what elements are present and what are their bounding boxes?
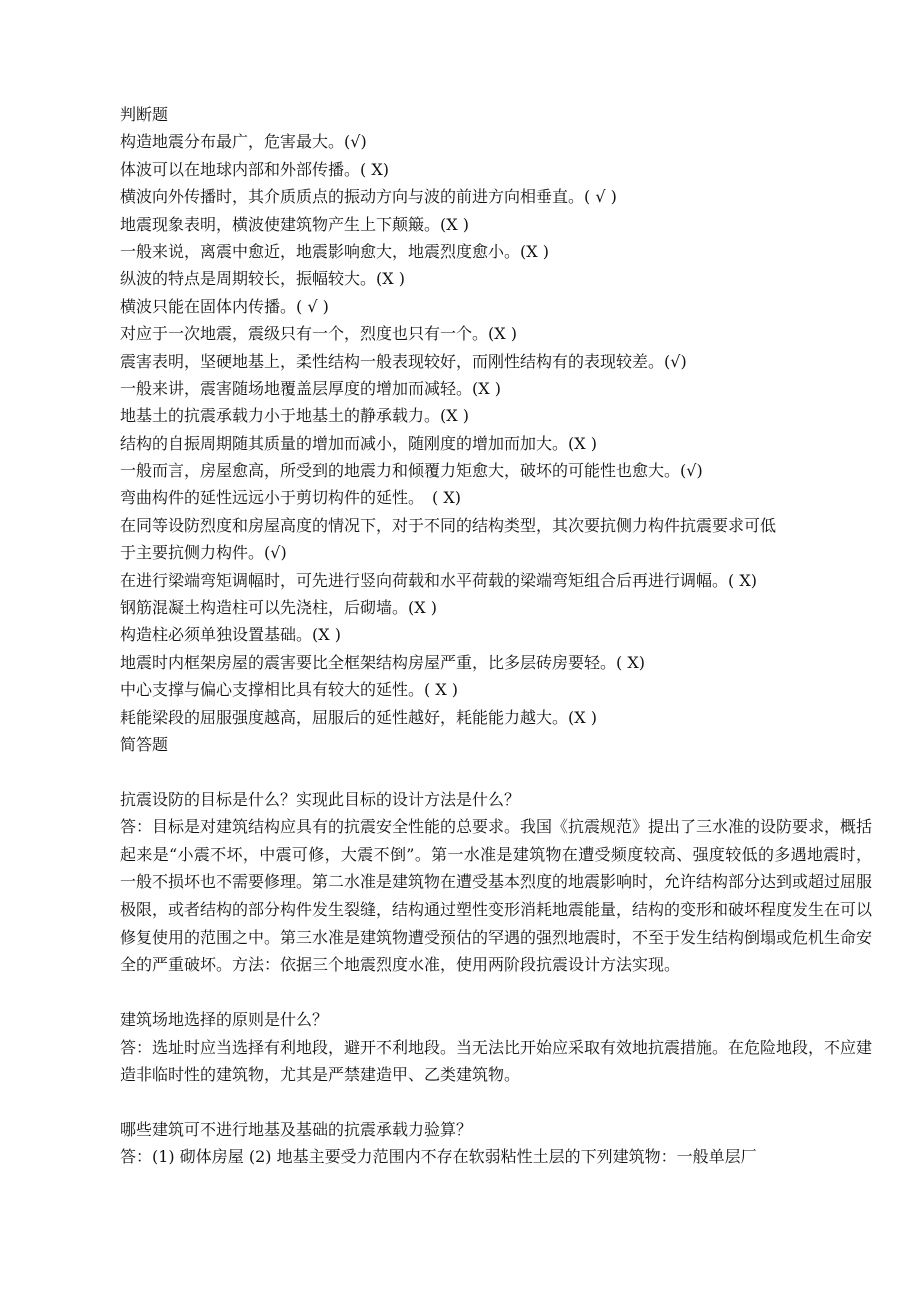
- answer-text: 答：选址时应当选择有利地段，避开不利地段。当无法比开始应采取有效地抗震措施。在危险地段，不应建造非临时性的建筑物，尤其是严禁建造甲、乙类建筑物。: [120, 1037, 873, 1085]
- spacer: [120, 758, 872, 785]
- judgement-list: [120, 128, 872, 731]
- judgement-item: 体波可以在地球内部和外部传播。( X): [120, 159, 389, 179]
- judgement-item: 结构的自振周期随其质量的增加而减小，随刚度的增加而加大。(X ): [120, 433, 597, 453]
- judgement-item: 构造地震分布最广，危害最大。(√): [120, 132, 367, 152]
- judgement-item: 中心支撑与偏心支撑相比具有较大的延性。( X ): [120, 680, 459, 700]
- judgement-item: 纵波的特点是周期较长，振幅较大。(X ): [120, 269, 405, 289]
- judgement-item: 一般来讲，震害随场地覆盖层厚度的增加而减轻。(X ): [120, 378, 501, 398]
- question-text: 抗震设防的目标是什么？实现此目标的设计方法是什么？: [120, 789, 521, 809]
- judgement-item: 在进行梁端弯矩调幅时，可先进行竖向荷载和水平荷载的梁端弯矩组合后再进行调幅。( X): [120, 570, 757, 590]
- judgement-item: 钢筋混凝土构造柱可以先浇柱，后砌墙。(X ): [120, 598, 437, 618]
- judgement-item: 耗能梁段的屈服强度越高，屈服后的延性越好，耗能能力越大。(X ): [120, 707, 597, 727]
- answer-text: 答：目标是对建筑结构应具有的抗震安全性能的总要求。我国《抗震规范》提出了三水准的设防要求，概括起来是“小震不坏，中震可修，大震不倒”。第一水准是建筑物在遭受频度较高、强度较低的多遇地震时，一般不损坏也不需要修理。第二水准是建筑物在遭受基本烈度的地震影响时，允许结构部分达到或超过屈服极限，或者结构的部分构件发生裂缝，结构通过塑性变形消耗地震能量，结构的变形和破坏程度发生在可以修复使用的范围之中。第三水准是建筑物遭受预估的罕遇的强烈地震时，不至于发生结构倒塌或危机生命安全的严重破坏。方法：依据三个地震烈度水准，使用两阶段抗震设计方法实现。: [120, 817, 873, 975]
- spacer: [120, 1089, 872, 1116]
- answer-text: 答：(1) 砌体房屋 (2) 地基主要受力范围内不存在软弱粘性土层的下列建筑物：一般单层厂: [120, 1147, 757, 1167]
- spacer: [120, 979, 872, 1006]
- qa-block: [120, 786, 872, 979]
- judgement-item: 地震现象表明，横波使建筑物产生上下颠簸。(X ): [120, 214, 469, 234]
- document-page: [120, 101, 872, 1171]
- judgement-item: 横波向外传播时，其介质质点的振动方向与波的前进方向相垂直。( √ ): [120, 187, 617, 207]
- judgement-item: 震害表明，坚硬地基上，柔性结构一般表现较好，而刚性结构有的表现较差。(√): [120, 351, 687, 371]
- judgement-item: 对应于一次地震，震级只有一个，烈度也只有一个。(X ): [120, 324, 517, 344]
- qa-block: [120, 1116, 872, 1171]
- qa-block: [120, 1006, 872, 1089]
- judgement-item: 地基土的抗震承载力小于地基土的静承载力。(X ): [120, 406, 469, 426]
- short-answer-heading: 简答题: [120, 734, 169, 754]
- judgement-item: 于主要抗侧力构件。(√): [120, 543, 287, 563]
- judgement-item: 弯曲构件的延性远远小于剪切构件的延性。 ( X): [120, 488, 461, 508]
- judgement-item: 横波只能在固体内传播。( √ ): [120, 296, 329, 316]
- judgement-item: 地震时内框架房屋的震害要比全框架结构房屋严重，比多层砖房要轻。( X): [120, 652, 645, 672]
- question-text: 建筑场地选择的原则是什么？: [120, 1010, 329, 1030]
- judgement-item: 一般而言，房屋愈高，所受到的地震力和倾覆力矩愈大，破坏的可能性也愈大。(√): [120, 461, 703, 481]
- judgement-heading: 判断题: [120, 105, 169, 124]
- judgement-item: 在同等设防烈度和房屋高度的情况下，对于不同的结构类型，其次要抗侧力构件抗震要求可低: [120, 515, 777, 535]
- judgement-item: 一般来说，离震中愈近，地震影响愈大，地震烈度愈小。(X ): [120, 241, 549, 261]
- question-text: 哪些建筑可不进行地基及基础的抗震承载力验算？: [120, 1120, 473, 1140]
- judgement-item: 构造柱必须单独设置基础。(X ): [120, 625, 341, 645]
